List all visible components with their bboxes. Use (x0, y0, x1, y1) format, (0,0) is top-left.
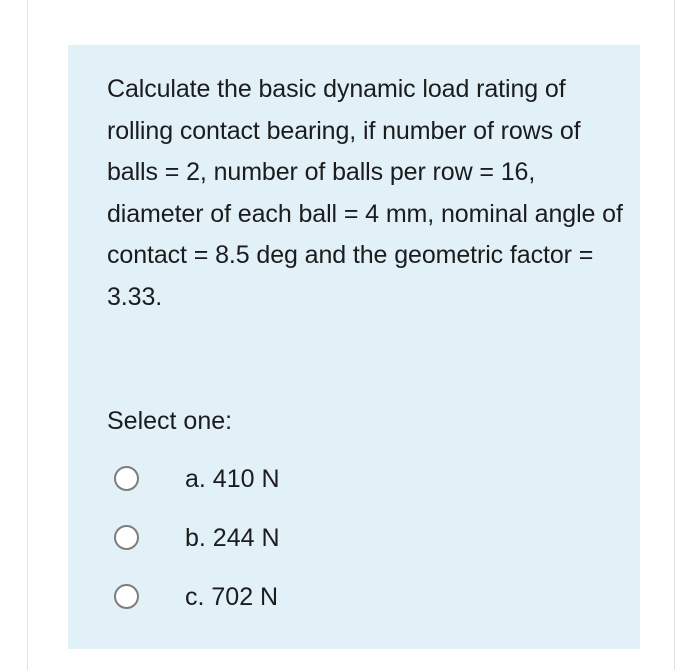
answer-option-label: c. 702 N (185, 582, 279, 611)
radio-unchecked-icon[interactable] (114, 525, 139, 550)
answer-option-b[interactable] (114, 508, 280, 567)
answer-option-label: b. 244 N (185, 523, 280, 552)
answer-option-a[interactable] (114, 449, 280, 508)
answer-option-c[interactable] (114, 567, 280, 626)
question-text: Calculate the basic dynamic load rating of rolling contact bearing, if number of rows of balls = 2, number of balls per row = 16, diameter of each ball = 4 mm, nominal angle of contact = 8.5 deg and the geometric factor = 3.33. (107, 75, 623, 311)
radio-unchecked-icon[interactable] (114, 584, 139, 609)
answer-option-label: a. 410 N (185, 464, 280, 493)
question-card (68, 45, 640, 649)
select-one-prompt: Select one: (107, 407, 233, 435)
answer-options (114, 449, 280, 626)
right-frame-line (674, 0, 675, 670)
radio-unchecked-icon[interactable] (114, 466, 139, 491)
left-frame-line (27, 0, 28, 670)
